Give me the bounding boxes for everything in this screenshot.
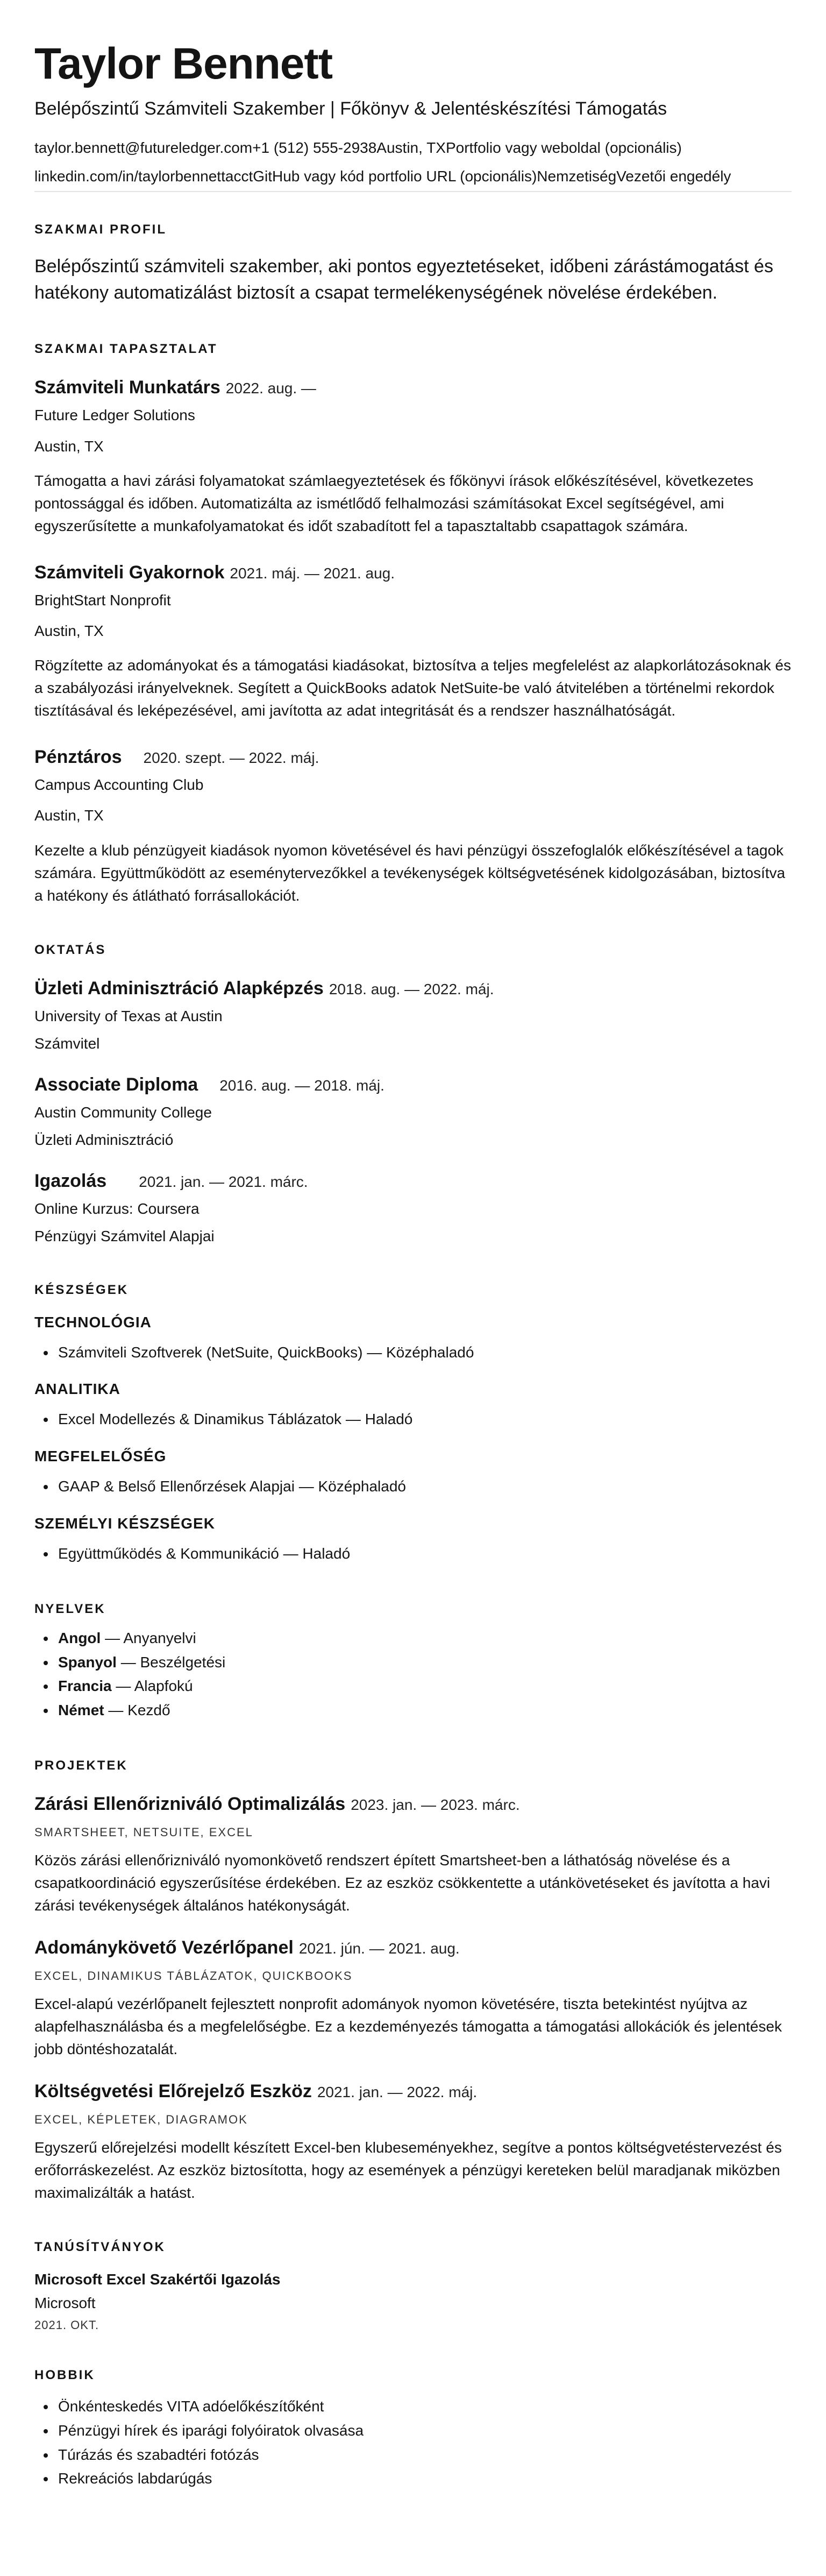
hobby-item: • Pénzügyi hírek és iparági folyóiratok olvasása <box>56 2419 792 2443</box>
project-description: Egyszerű előrejelzési modellt készített Excel-ben klubeseményekhez, segítve a pontos költségvetéstervezést és erőforráskezelést. Az eszköz biztosította, hogy az események a pénzügyi kereteken belül maradjanak miközben maximalizálták a hatást. <box>34 2139 782 2202</box>
company-name: BrightStart Nonprofit <box>34 591 171 608</box>
skill-group-title: ANALITIKA <box>34 1381 120 1398</box>
education-entry <box>34 1171 792 1247</box>
school-name: Online Kurzus: Coursera <box>34 1200 200 1218</box>
job-location: Austin, TX <box>34 437 104 455</box>
languages-section-title: NYELVEK <box>34 1601 106 1616</box>
hobbies-section-title: HOBBIK <box>34 2368 95 2383</box>
project-name: Költségvetési Előrejelző Eszköz <box>34 2081 312 2102</box>
project-entry <box>34 1794 792 1917</box>
project-dates: 2021. jún. — 2021. aug. <box>298 1940 460 1957</box>
school-name: University of Texas at Austin <box>34 1007 223 1024</box>
job-location: Austin, TX <box>34 622 104 639</box>
profile-summary: Belépőszintű számviteli szakember, aki pontos egyeztetéseket, időbeni zárástámogatást és hatékony automatizálást biztosít a csapat termelékenységének növelése érdekében. <box>34 256 773 303</box>
job-dates: 2021. máj. — 2021. aug. <box>230 564 395 582</box>
skill-list <box>34 1475 792 1499</box>
job-dates: 2020. szept. — 2022. máj. <box>143 749 319 767</box>
education-entry <box>34 1074 792 1150</box>
language-level: — Kezdő <box>104 1702 170 1719</box>
language-item <box>56 1626 792 1651</box>
hobby-item: • Önkénteskedés VITA adóelőkészítőként <box>56 2395 792 2419</box>
profile-section-title: SZAKMAI PROFIL <box>34 222 167 237</box>
language-level: — Alapfokú <box>111 1678 193 1695</box>
certification-issuer: Microsoft <box>34 2295 96 2312</box>
project-tags: EXCEL, DINAMIKUS TÁBLÁZATOK, QUICKBOOKS <box>34 1969 353 1983</box>
project-dates: 2023. jan. — 2023. márc. <box>351 1796 520 1814</box>
skill-item: • GAAP & Belső Ellenőrzések Alapjai — Középhaladó <box>56 1475 792 1499</box>
language-item <box>56 1699 792 1723</box>
hobby-item: • Túrázás és szabadtéri fotózás <box>56 2443 792 2467</box>
certifications-section-title: TANÚSÍTVÁNYOK <box>34 2240 166 2255</box>
contact-line-1: taylor.bennett@futureledger.com+1 (512) 555-2938Austin, TXPortfolio vagy weboldal (opcionális) <box>34 139 682 156</box>
degree-title: Üzleti Adminisztráció Alapképzés <box>34 978 324 999</box>
project-name: Zárási Ellenőrizniváló Optimalizálás <box>34 1794 346 1815</box>
job-description: Támogatta a havi zárási folyamatokat számlaegyeztetések és főkönyvi írások előkészítésével, következetes pontossággal és időben. Automatizálta az ismétlődő felhalmozási számításokat Excel segítségével, ami egyszerűsítette a munkafolyamatokat és időt szabadított fel a tapasztaltabb csapattagok számára. <box>34 472 753 534</box>
project-name: Adománykövető Vezérlőpanel <box>34 1937 294 1958</box>
language-name: Francia <box>58 1678 112 1695</box>
skill-group-title: TECHNOLÓGIA <box>34 1313 152 1331</box>
job-description: Rögzítette az adományokat és a támogatási kiadásokat, biztosítva a teljes megfelelést az alapkorlátozásoknak és a szabályozási irányelveknek. Segített a QuickBooks adatok NetSuite-be való átvitelében a történelmi rekordok tisztításával és leképezésével, ami javította az adat integritását és a rendszer használhatóságát. <box>34 657 791 719</box>
project-description: Excel-alapú vezérlőpanelt fejlesztett nonprofit adományok nyomon követésére, tiszta betekintést nyújtva az alapfelhasználásba és a megfelelőségbe. Ez a kezdeményezés támogatta a támogatási allokációk és jelentések jobb döntéshozatalát. <box>34 1995 782 2058</box>
skill-list <box>34 1407 792 1432</box>
skill-item: • Együttműködés & Kommunikáció — Haladó <box>56 1542 792 1566</box>
skills-section-title: KÉSZSÉGEK <box>34 1282 129 1297</box>
job-location: Austin, TX <box>34 807 104 824</box>
language-name: Német <box>58 1702 104 1719</box>
education-dates: 2021. jan. — 2021. márc. <box>139 1173 308 1191</box>
skill-list <box>34 1341 792 1365</box>
language-item <box>56 1674 792 1699</box>
language-level: — Anyanyelvi <box>101 1629 196 1646</box>
resume-page <box>34 39 792 2491</box>
certification-date: 2021. OKT. <box>34 2318 99 2332</box>
project-dates: 2021. jan. — 2022. máj. <box>317 2084 478 2101</box>
hobby-list <box>34 2395 792 2491</box>
job-description: Kezelte a klub pénzügyeit kiadások nyomon követésével és havi pénzügyi összefoglalók előkészítésével a tagok számára. Együttműködött az eseménytervezőkkel a tevékenységek költségvetésének kidolgozásában, biztosítva a hatékony és átlátható forrásallokációt. <box>34 841 786 904</box>
study-field: Pénzügyi Számvitel Alapjai <box>34 1228 215 1245</box>
language-list <box>34 1626 792 1723</box>
skill-item: • Számviteli Szoftverek (NetSuite, QuickBooks) — Középhaladó <box>56 1341 792 1365</box>
language-item <box>56 1651 792 1675</box>
job-title: Számviteli Gyakornok <box>34 562 225 583</box>
skill-group-title: SZEMÉLYI KÉSZSÉGEK <box>34 1515 215 1532</box>
skill-item: • Excel Modellezés & Dinamikus Táblázatok — Haladó <box>56 1407 792 1432</box>
study-field: Számvitel <box>34 1035 100 1052</box>
project-tags: SMARTSHEET, NETSUITE, EXCEL <box>34 1825 253 1839</box>
experience-entry <box>34 377 792 537</box>
language-level: — Beszélgetési <box>116 1653 226 1671</box>
degree-title: Associate Diploma <box>34 1074 198 1095</box>
degree-title: Igazolás <box>34 1171 107 1192</box>
education-dates: 2018. aug. — 2022. máj. <box>329 980 494 997</box>
contact-line-2: linkedin.com/in/taylorbennettacctGitHub vagy kód portfolio URL (opcionális)NemzetiségVezetői engedély <box>34 167 731 185</box>
projects-section-title: PROJEKTEK <box>34 1758 128 1773</box>
project-entry <box>34 2081 792 2204</box>
experience-entry <box>34 562 792 722</box>
education-section-title: OKTATÁS <box>34 942 106 957</box>
candidate-name: Taylor Bennett <box>34 39 332 88</box>
education-dates: 2016. aug. — 2018. máj. <box>219 1077 384 1094</box>
job-dates: 2022. aug. — <box>225 380 316 397</box>
project-description: Közös zárási ellenőrizniváló nyomonkövető rendszert épített Smartsheet-ben a láthatóság növelése és a csapatkoordináció egyszerűsítése érdekében. Ez az eszköz csökkentette a utánkövetéseket és javította a havi zárási tevékenységek általános hatékonyságát. <box>34 1852 771 1914</box>
company-name: Future Ledger Solutions <box>34 407 195 424</box>
project-entry <box>34 1937 792 2061</box>
experience-entry <box>34 747 792 907</box>
job-title: Pénztáros <box>34 747 122 768</box>
candidate-headline: Belépőszintű Számviteli Szakember | Főkönyv & Jelentéskészítési Támogatás <box>34 98 667 119</box>
school-name: Austin Community College <box>34 1103 212 1121</box>
language-name: Spanyol <box>58 1653 117 1671</box>
language-name: Angol <box>58 1629 101 1646</box>
hobby-item: • Rekreációs labdarúgás <box>56 2467 792 2491</box>
study-field: Üzleti Adminisztráció <box>34 1131 174 1149</box>
company-name: Campus Accounting Club <box>34 776 204 794</box>
project-tags: EXCEL, KÉPLETEK, DIAGRAMOK <box>34 2113 248 2127</box>
skill-group-title: MEGFELELŐSÉG <box>34 1448 167 1465</box>
header-divider <box>34 191 792 192</box>
certification-name: Microsoft Excel Szakértői Igazolás <box>34 2271 281 2288</box>
experience-section-title: SZAKMAI TAPASZTALAT <box>34 342 218 357</box>
skill-list <box>34 1542 792 1566</box>
job-title: Számviteli Munkatárs <box>34 377 220 398</box>
education-entry <box>34 978 792 1054</box>
